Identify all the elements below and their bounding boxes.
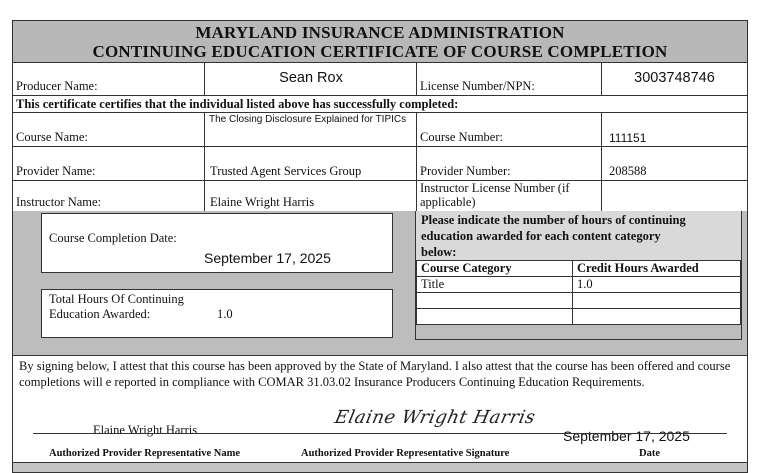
hours-table bbox=[416, 260, 741, 325]
producer-name-label: Producer Name: bbox=[16, 79, 98, 93]
completion-date-value: September 17, 2025 bbox=[204, 250, 331, 266]
signature-label: Authorized Provider Representative Signature bbox=[301, 448, 510, 459]
provider-name-label: Provider Name: bbox=[16, 164, 96, 178]
hours-cell: 1.0 bbox=[573, 277, 741, 293]
category-cell bbox=[417, 293, 573, 309]
rep-name-label: Authorized Provider Representative Name bbox=[49, 448, 241, 459]
instructor-row bbox=[13, 181, 747, 212]
credit-hours-header: Credit Hours Awarded bbox=[573, 261, 741, 277]
instructor-license-label: Instructor License Number (if applicable) bbox=[420, 181, 570, 209]
date-label: Date bbox=[639, 448, 660, 459]
table-header-row bbox=[417, 261, 741, 277]
certificate-title: CONTINUING EDUCATION CERTIFICATE OF COURSE COMPLETION bbox=[92, 42, 668, 61]
course-name-label: Course Name: bbox=[16, 130, 88, 144]
provider-name-value: Trusted Agent Services Group bbox=[210, 164, 362, 178]
hours-cell bbox=[573, 293, 741, 309]
signature-date-value: September 17, 2025 bbox=[563, 428, 690, 444]
hours-section bbox=[13, 211, 747, 356]
instructor-name-value: Elaine Wright Harris bbox=[210, 195, 315, 209]
total-hours-box bbox=[41, 289, 393, 338]
provider-number-label: Provider Number: bbox=[420, 164, 511, 178]
total-hours-label: Total Hours Of Continuing Education Awarded: bbox=[49, 292, 184, 321]
table-row bbox=[417, 293, 741, 309]
hours-by-category-panel bbox=[415, 211, 742, 340]
rep-name-value: Elaine Wright Harris bbox=[93, 423, 198, 437]
certificate-header bbox=[13, 21, 747, 63]
course-row bbox=[13, 113, 747, 147]
certification-statement: This certificate certifies that the individual listed above has successfully completed: bbox=[16, 97, 459, 111]
statement-row bbox=[13, 96, 747, 113]
category-cell: Title bbox=[417, 277, 573, 293]
hours-instructions: Please indicate the number of hours of continuing education awarded for each content category below: bbox=[416, 211, 741, 260]
table-row bbox=[417, 277, 741, 293]
completion-date-label: Course Completion Date: bbox=[49, 231, 177, 245]
producer-name-value: Sean Rox bbox=[279, 70, 343, 86]
completion-date-box bbox=[41, 213, 393, 273]
total-hours-value: 1.0 bbox=[217, 307, 233, 321]
license-number-value: 3003748746 bbox=[634, 70, 715, 86]
hours-cell bbox=[573, 309, 741, 325]
provider-number-value: 208588 bbox=[609, 164, 647, 178]
footer-band bbox=[13, 462, 747, 473]
course-number-value: 111151 bbox=[609, 131, 647, 145]
category-cell bbox=[417, 309, 573, 325]
producer-row bbox=[13, 63, 747, 96]
agency-title: MARYLAND INSURANCE ADMINISTRATION bbox=[195, 23, 565, 42]
instructor-name-label: Instructor Name: bbox=[16, 195, 102, 209]
table-row bbox=[417, 309, 741, 325]
course-name-value: The Closing Disclosure Explained for TIPICs bbox=[209, 114, 407, 125]
attestation-text: By signing below, I attest that this course has been approved by the State of Maryland. I also attest that the course has been offered and course completions will e reported in compliance with COMAR 31.03.02 Insurance Producers Continuing Education Requirements. bbox=[19, 359, 731, 389]
course-number-label: Course Number: bbox=[420, 130, 503, 144]
provider-row bbox=[13, 147, 747, 181]
license-number-label: License Number/NPN: bbox=[420, 79, 535, 93]
signature-line bbox=[33, 433, 727, 434]
certificate bbox=[12, 20, 748, 473]
course-category-header: Course Category bbox=[417, 261, 573, 277]
signature-script: Elaine Wright Harris bbox=[332, 407, 538, 428]
